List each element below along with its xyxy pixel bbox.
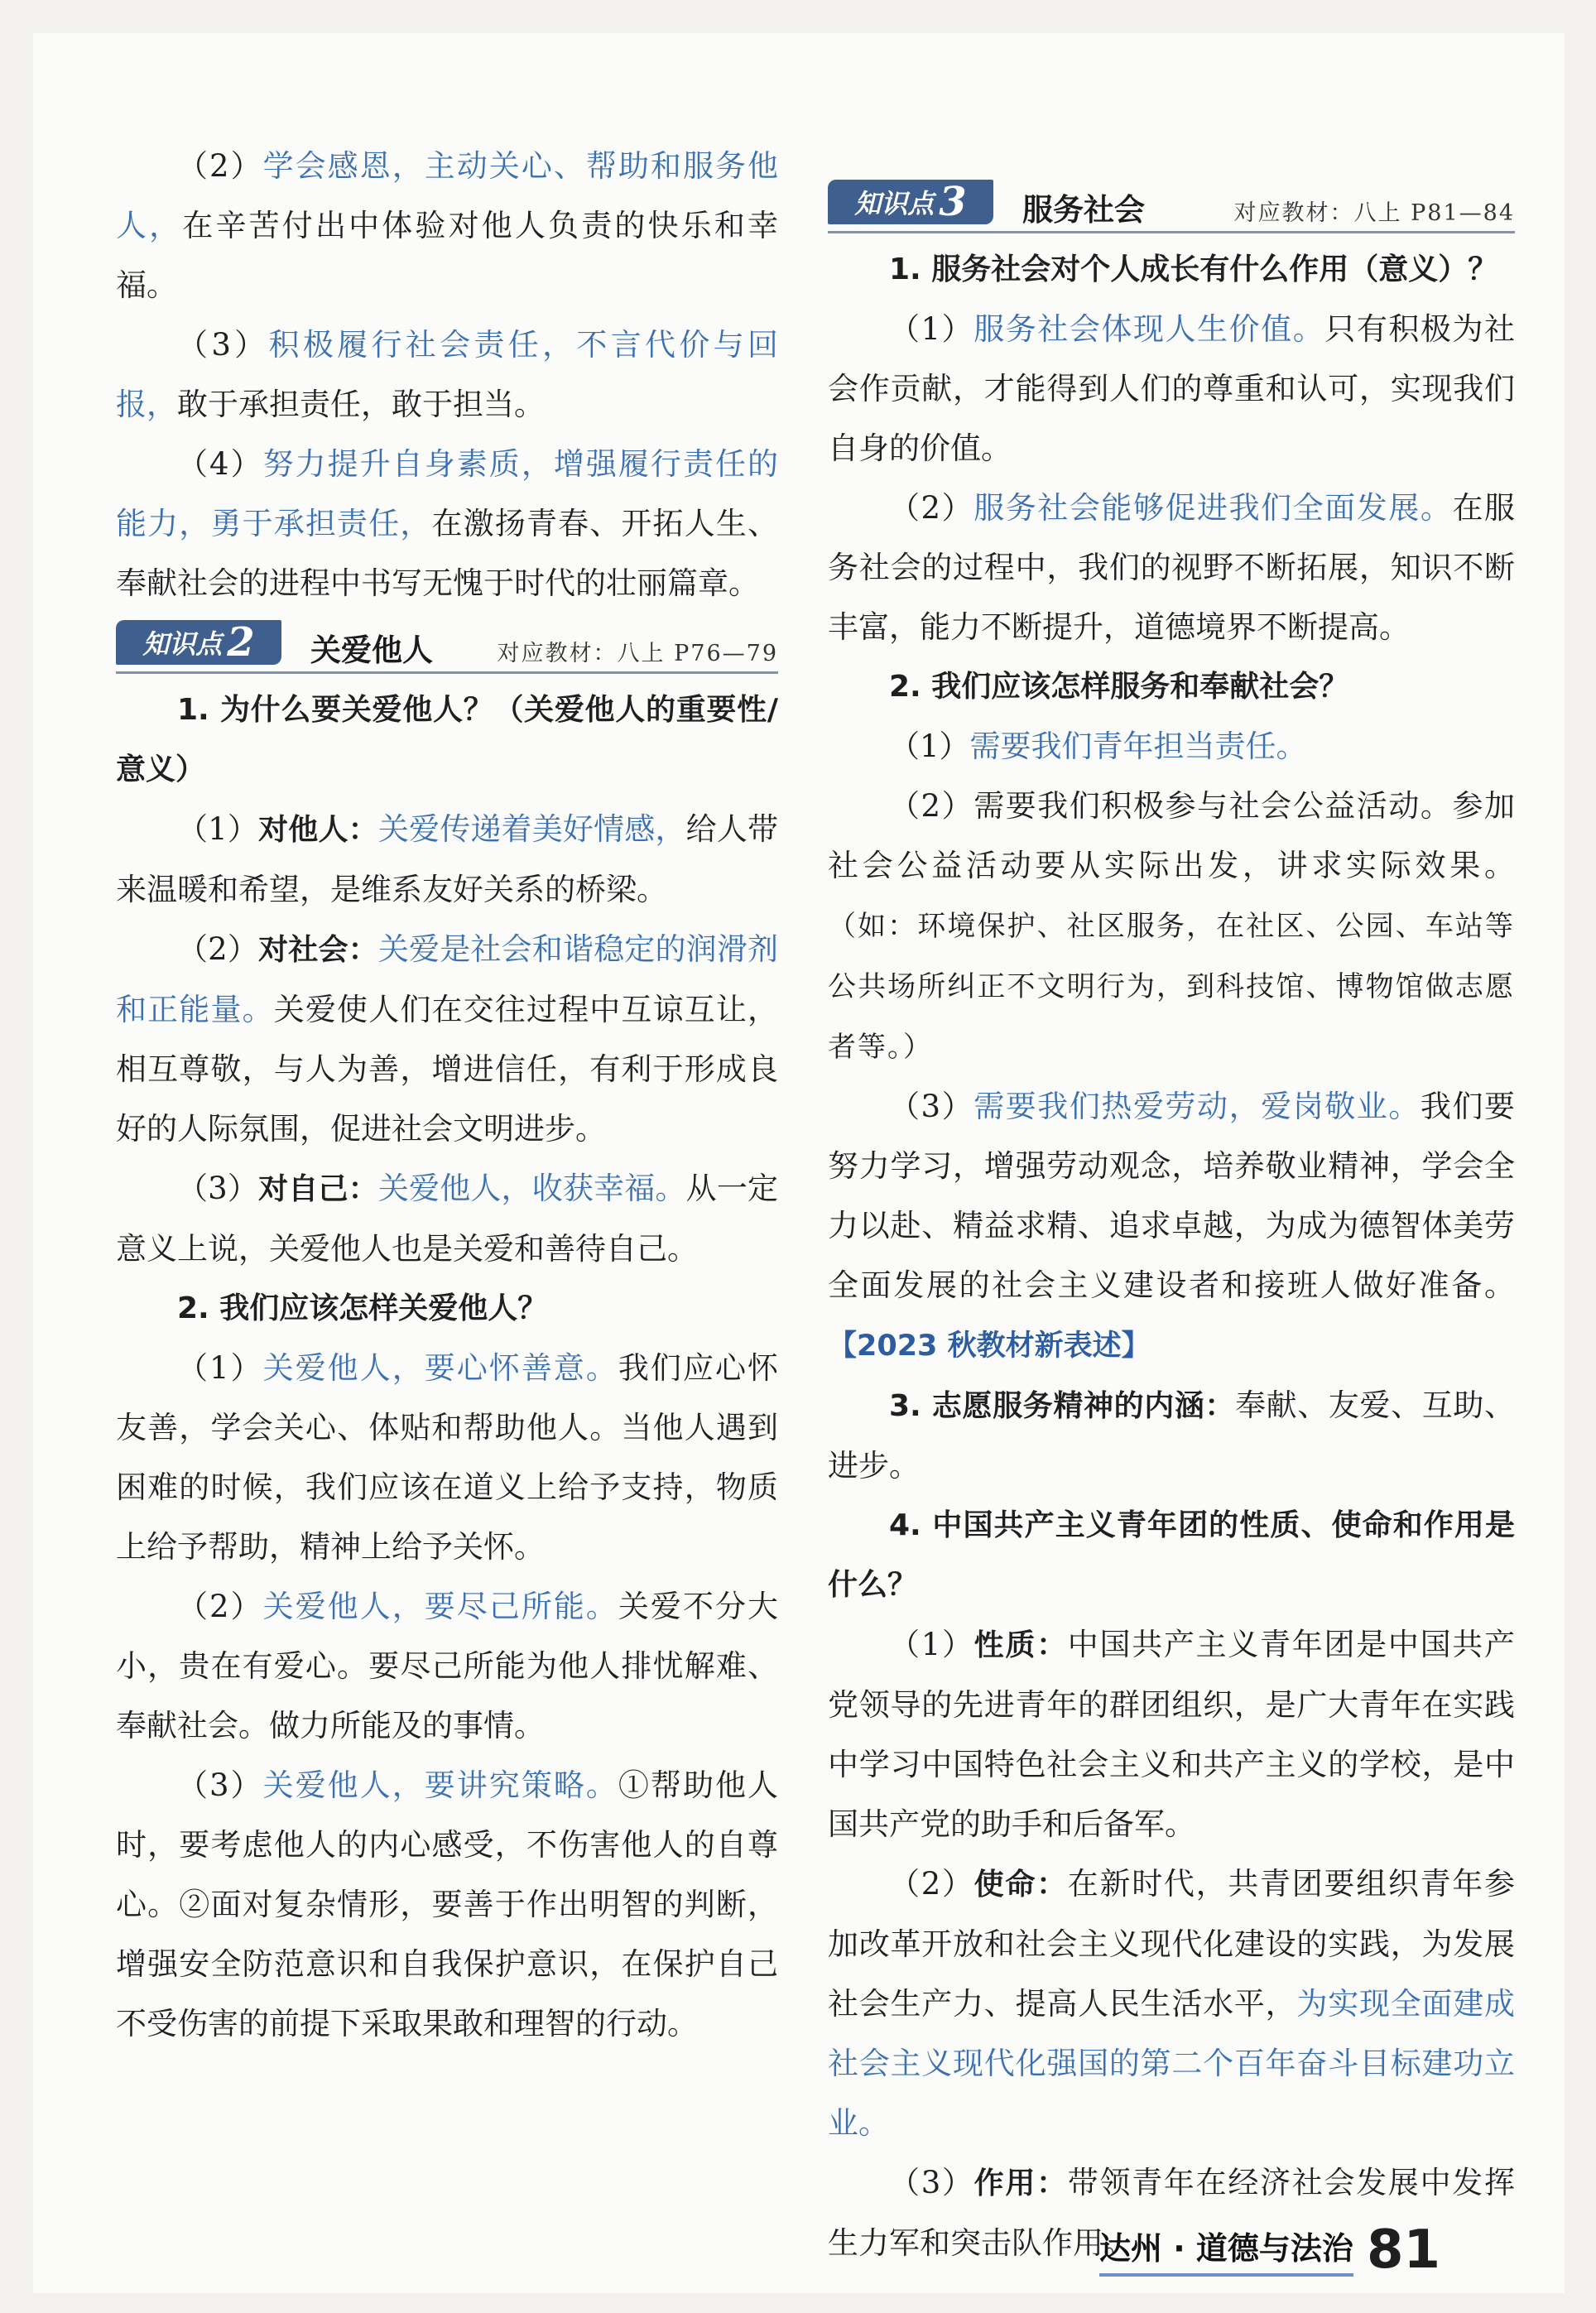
body-text: 在激扬青春、开拓人生、奉献社会的进程中书写无愧于时代的壮丽篇章。 <box>116 506 778 601</box>
body-text: 奉献、友爱、互助、进步。 <box>828 1387 1516 1483</box>
key-point-text: 需要我们热爱劳动，爱岗敬业。 <box>973 1089 1421 1124</box>
key-point-text: 关爱是社会和谐稳定的润滑剂和正能量。 <box>116 931 778 1027</box>
paragraph <box>828 478 1515 657</box>
bold-label: 对他人： <box>258 813 378 847</box>
item-number: （3） <box>177 327 269 363</box>
item-number: （1） <box>177 811 259 847</box>
key-point-text: 需要我们青年担当责任。 <box>969 729 1307 764</box>
bold-label: 作用： <box>973 2166 1068 2200</box>
key-point-text: 服务社会体现人生价值。 <box>973 311 1325 347</box>
knowledge-point-3-header <box>828 178 1515 233</box>
question-heading: 2. 我们应该怎样关爱他人？ <box>177 1291 548 1325</box>
question-heading: 1. 服务社会对个人成长有什么作用（意义）？ <box>889 252 1498 286</box>
paragraph <box>116 315 778 435</box>
item-number: （1） <box>889 729 970 764</box>
question-heading: 4. 中国共产主义青年团的性质、使命和作用是什么？ <box>828 1508 1515 1602</box>
knowledge-point-badge <box>828 180 993 224</box>
key-point-text: 服务社会能够促进我们全面发展。 <box>973 490 1453 526</box>
item-number: （2） <box>177 931 259 967</box>
bold-label: 对社会： <box>258 933 378 967</box>
body-text: 我们要努力学习，增强劳动观念，培养敬业精神，学会全力以赴、精益求精、追求卓越，为成为德智体美劳全面发展的社会主义建设者和接班人做好准备。 <box>828 1089 1516 1303</box>
body-text: 带领青年在经济社会发展中发挥生力军和突击队作用。 <box>828 2165 1515 2261</box>
paragraph <box>828 1615 1515 1854</box>
body-text: 在服务社会的过程中，我们的视野不断拓展，知识不断丰富，能力不断提升，道德境界不断提高。 <box>828 490 1516 645</box>
key-point-text: 学会感恩，主动关心、帮助和服务他人， <box>116 148 779 243</box>
page-number: 81 <box>1366 2219 1440 2281</box>
badge-number: 3 <box>939 179 967 225</box>
paragraph <box>116 920 778 1159</box>
body-text: 给人带来温暖和希望，是维系友好关系的桥梁。 <box>116 811 779 907</box>
paragraph <box>116 800 778 920</box>
key-point-text: 关爱他人，收获幸福。 <box>377 1171 686 1206</box>
new-textbook-tag: 【2023 秋教材新表述】 <box>828 1330 1151 1363</box>
paragraph <box>116 1159 778 1279</box>
paragraph <box>116 435 778 613</box>
badge-number: 2 <box>227 619 255 666</box>
question-heading: 3. 志愿服务精神的内涵： <box>889 1389 1236 1423</box>
question-heading: 1. 为什么要关爱他人？（关爱他人的重要性/意义） <box>116 693 778 786</box>
body-text: 我们应心怀友善，学会关心、体贴和帮助他人。当他人遇到困难的时候，我们应该在道义上给予支持，物质上给予帮助，精神上给予关怀。 <box>116 1350 779 1565</box>
textbook-reference: 对应教材：八上 P76—79 <box>497 641 778 666</box>
body-text: 从一定意义上说，关爱他人也是关爱和善待自己。 <box>116 1171 779 1267</box>
knowledge-point-2-header <box>116 618 778 674</box>
question-heading: 2. 我们应该怎样服务和奉献社会？ <box>889 670 1349 704</box>
page-footer <box>1099 2219 1440 2281</box>
right-column <box>828 178 1515 2273</box>
paragraph <box>116 1756 778 2054</box>
book-page <box>33 33 1565 2293</box>
paragraph <box>828 1376 1515 1496</box>
badge-label: 知识点 <box>142 628 223 660</box>
item-number: （3） <box>889 1089 974 1124</box>
section-title: 服务社会 <box>1022 192 1145 228</box>
paragraph <box>116 1577 778 1756</box>
paragraph <box>116 137 778 315</box>
key-point-text: 关爱他人，要心怀善意。 <box>262 1350 618 1386</box>
section-title: 关爱他人 <box>310 632 433 668</box>
item-number: （2） <box>177 1589 263 1624</box>
item-number: （4） <box>177 446 263 482</box>
key-point-text: 关爱传递着美好情感， <box>377 811 686 847</box>
item-number: （1） <box>177 1350 263 1386</box>
body-text: 关爱不分大小，贵在有爱心。要尽己所能为他人排忧解难、奉献社会。做力所能及的事情。 <box>116 1589 779 1743</box>
item-number: （1） <box>889 311 974 347</box>
key-point-text: 努力提升自身素质，增强履行责任的能力，勇于承担责任， <box>116 446 779 541</box>
knowledge-point-badge <box>116 620 281 665</box>
example-text: （如：环境保护、社区服务，在社区、公园、车站等公共场所纠正不文明行为，到科技馆、博物馆做志愿者等。） <box>828 910 1515 1064</box>
paragraph <box>828 717 1515 777</box>
key-point-text: 积极履行社会责任，不言代价与回报， <box>116 327 779 422</box>
paragraph <box>116 1339 778 1577</box>
paragraph <box>828 777 1515 1077</box>
body-text: 关爱使人们在交往过程中互谅互让，相互尊敬，与人为善，增进信任，有利于形成良好的人际氛围，促进社会文明进步。 <box>116 992 778 1147</box>
item-number: （3） <box>177 1767 263 1803</box>
body-text: 只有积极为社会作贡献，才能得到人们的尊重和认可，实现我们自身的价值。 <box>828 311 1516 466</box>
item-number: （2） <box>889 490 974 526</box>
body-text: 在辛苦付出中体验对他人负责的快乐和幸福。 <box>116 208 779 303</box>
key-point-text: 关爱他人，要讲究策略。 <box>262 1767 618 1803</box>
badge-label: 知识点 <box>854 188 935 219</box>
item-number: （3） <box>177 1171 259 1206</box>
item-number: （2） <box>177 148 263 184</box>
item-number: （2） <box>889 1866 974 1902</box>
left-column <box>116 137 778 2054</box>
bold-label: 使命： <box>973 1868 1068 1902</box>
body-text: 在新时代，共青团要组织青年参加改革开放和社会主义现代化建设的实践，为发展社会生产力、提高人民生活水平， <box>828 1866 1515 2022</box>
paragraph <box>828 300 1515 478</box>
body-text: ①帮助他人时，要考虑他人的内心感受，不伤害他人的自尊心。②面对复杂情形，要善于作出明智的判断，增强安全防范意识和自我保护意识，在保护自己不受伤害的前提下采取果敢和理智的行动。 <box>116 1767 779 2041</box>
body-text: （2）需要我们积极参与社会公益活动。参加社会公益活动要从实际出发，讲求实际效果。 <box>828 788 1515 883</box>
paragraph <box>828 1077 1515 1376</box>
book-series-label: 达州 · 道德与法治 <box>1099 2223 1353 2277</box>
textbook-reference: 对应教材：八上 P81—84 <box>1233 200 1515 226</box>
key-point-text: 关爱他人，要尽己所能。 <box>262 1589 618 1624</box>
body-text: 中国共产主义青年团是中国共产党领导的先进青年的群团组织，是广大青年在实践中学习中国特色社会主义和共产主义的学校，是中国共产党的助手和后备军。 <box>828 1627 1515 1842</box>
body-text: 敢于承担责任，敢于担当。 <box>177 387 545 422</box>
item-number: （1） <box>889 1627 974 1662</box>
bold-label: 对自己： <box>258 1172 378 1206</box>
paragraph <box>828 1854 1515 2153</box>
bold-label: 性质： <box>973 1628 1068 1662</box>
item-number: （3） <box>889 2165 974 2200</box>
key-point-text: 为实现全面建成社会主义现代化强国的第二个百年奋斗目标建功立业。 <box>828 1986 1516 2141</box>
